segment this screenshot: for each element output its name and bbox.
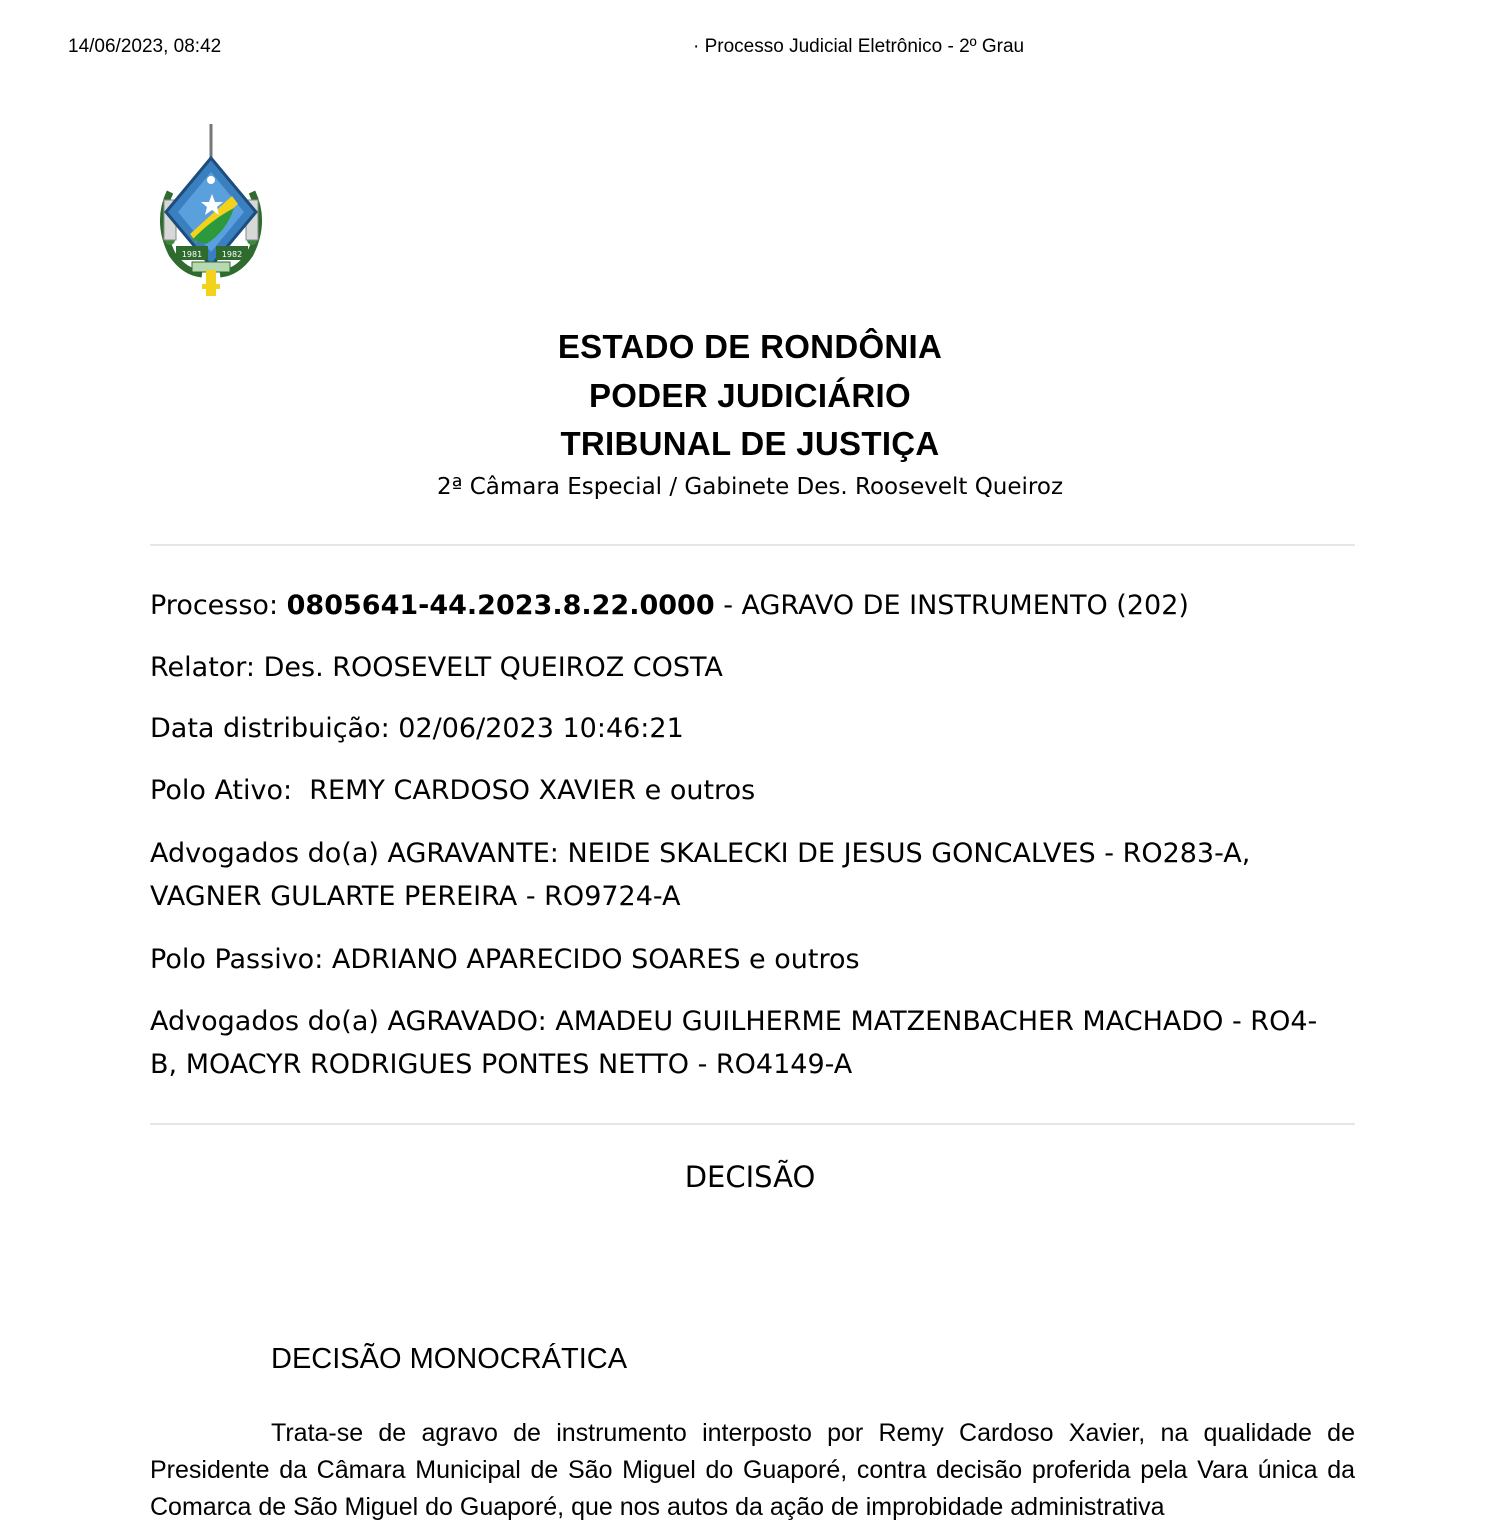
field-distribuicao: Data distribuição: 02/06/2023 10:46:21 xyxy=(150,713,684,744)
decision-paragraph: Trata-se de agravo de instrumento interposto por Remy Cardoso Xavier, na qualidade de Presidente da Câmara Municipal de São Miguel do Guaporé, contra decisão proferida pela Vara única da Comarca de São Miguel do Guaporé, que nos autos da ação de improbidade administrativa xyxy=(150,1419,1355,1521)
divider-top xyxy=(150,544,1355,546)
decision-heading: DECISÃO xyxy=(684,1160,816,1194)
processo-number: 0805641-44.2023.8.22.0000 xyxy=(286,590,715,621)
crest-year-right: 1982 xyxy=(221,250,243,259)
processo-label: Processo: xyxy=(150,590,279,621)
print-page-title: · Processo Judicial Eletrônico - 2º Grau xyxy=(693,36,1025,57)
state-coat-of-arms-icon xyxy=(150,122,272,304)
heading-court: TRIBUNAL DE JUSTIÇA xyxy=(560,425,940,462)
divider-bottom xyxy=(150,1123,1355,1125)
field-relator: Relator: Des. ROOSEVELT QUEIROZ COSTA xyxy=(150,652,723,683)
field-advogados-agravado: Advogados do(a) AGRAVADO: AMADEU GUILHERME MATZENBACHER MACHADO - RO4-B, MOACYR RODRIGUES PONTES NETTO - RO4149-A xyxy=(150,1006,1318,1080)
heading-judiciary: PODER JUDICIÁRIO xyxy=(588,377,911,414)
heading-state: ESTADO DE RONDÔNIA xyxy=(557,328,943,365)
crest-year-left: 1981 xyxy=(181,250,203,259)
field-polo-passivo: Polo Passivo: ADRIANO APARECIDO SOARES e outros xyxy=(150,944,860,975)
chamber-line: 2ª Câmara Especial / Gabinete Des. Roosevelt Queiroz xyxy=(436,474,1064,500)
field-polo-ativo: Polo Ativo: REMY CARDOSO XAVIER e outros xyxy=(150,775,756,806)
print-datetime: 14/06/2023, 08:42 xyxy=(68,36,222,57)
decision-subheading: DECISÃO MONOCRÁTICA xyxy=(271,1343,628,1375)
processo-type: - AGRAVO DE INSTRUMENTO (202) xyxy=(714,590,1189,621)
field-processo xyxy=(150,584,1330,627)
field-advogados-agravante: Advogados do(a) AGRAVANTE: NEIDE SKALECKI DE JESUS GONCALVES - RO283-A, VAGNER GULARTE PEREIRA - RO9724-A xyxy=(150,838,1251,912)
